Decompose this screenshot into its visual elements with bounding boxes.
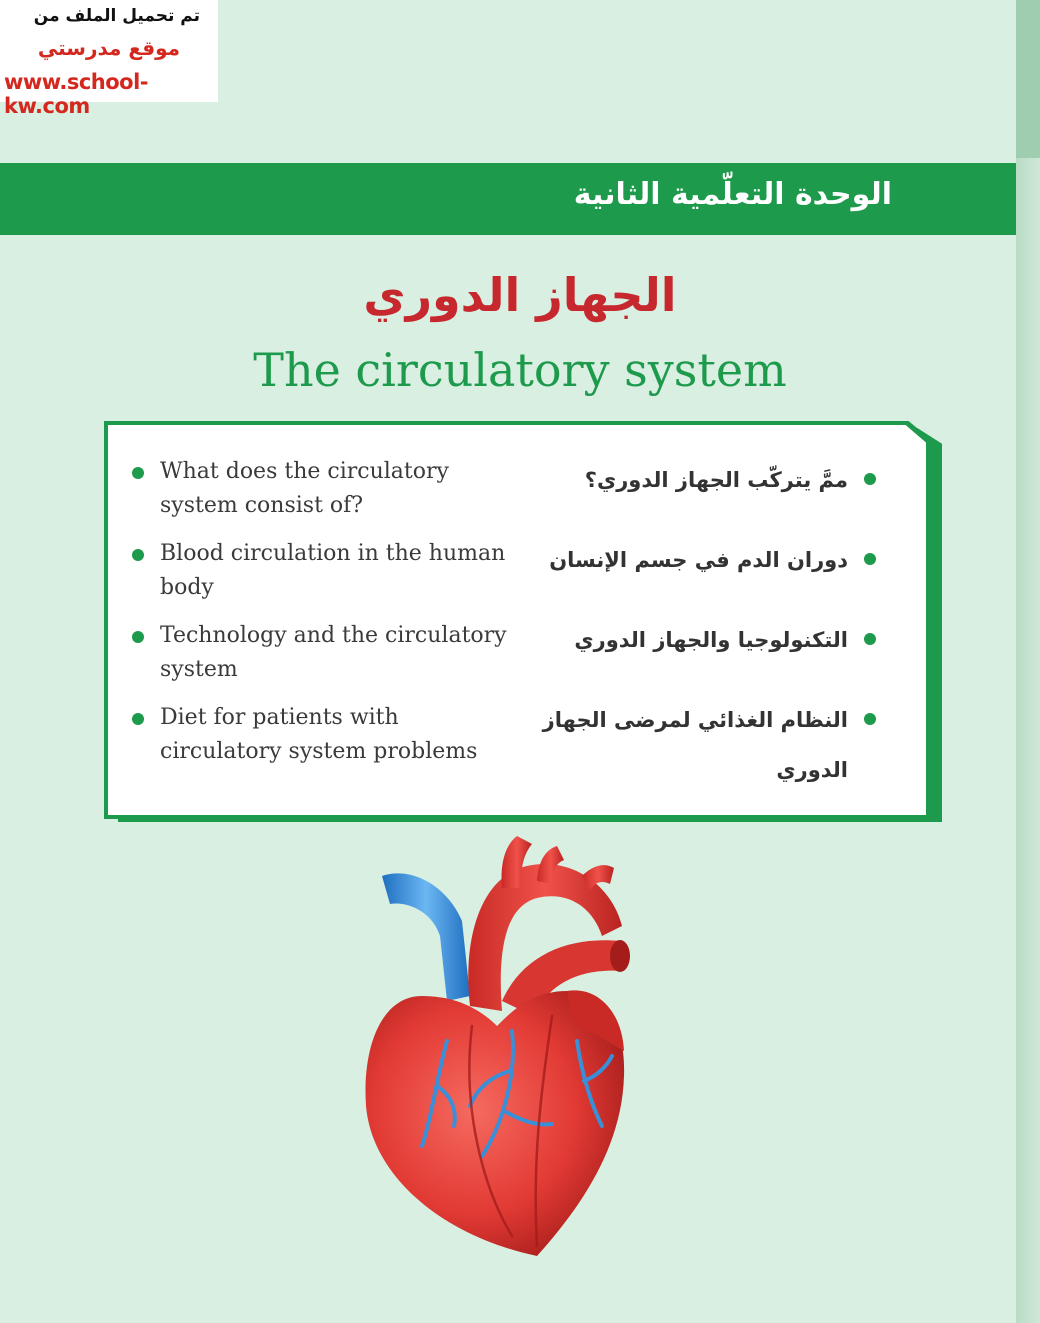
bullet-icon (132, 467, 144, 479)
list-item (130, 455, 510, 523)
chapter-title-english: The circulatory system (253, 343, 787, 397)
topic-text: Blood circulation in the human body (160, 541, 506, 600)
list-item (130, 701, 510, 769)
list-item (520, 695, 880, 795)
page-edge-strip (1016, 0, 1040, 1323)
list-item (520, 615, 880, 665)
bullet-icon (864, 713, 876, 725)
list-item (130, 537, 510, 605)
list-item (130, 619, 510, 687)
topic-text: Diet for patients with circulatory system problems (160, 705, 478, 764)
watermark-line1: تم تحميل الملف من (33, 6, 200, 26)
topic-text: دوران الدم في جسم الإنسان (549, 548, 848, 572)
bullet-icon (132, 713, 144, 725)
list-item (520, 535, 880, 585)
topic-text: ممَّ يتركّب الجهاز الدوري؟ (584, 468, 848, 492)
bullet-icon (864, 633, 876, 645)
list-item (520, 455, 880, 505)
topic-text: What does the circulatory system consist of? (160, 459, 449, 518)
topics-list-english (130, 455, 510, 783)
page-edge-tab (1016, 0, 1040, 158)
topics-list-arabic (520, 455, 880, 825)
unit-banner (0, 163, 1016, 235)
watermark-url[interactable]: www.school-kw.com (4, 70, 149, 118)
topic-text: التكنولوجيا والجهاز الدوري (574, 628, 848, 652)
heart-illustration-icon (352, 826, 642, 1266)
watermark-line2: موقع مدرستي (37, 36, 181, 60)
watermark (0, 0, 218, 118)
bullet-icon (132, 631, 144, 643)
bullet-icon (864, 553, 876, 565)
topic-text: Technology and the circulatory system (160, 623, 507, 682)
unit-title: الوحدة التعلّمية الثانية (573, 177, 892, 212)
chapter-title-arabic: الجهاز الدوري (363, 268, 677, 322)
bullet-icon (864, 473, 876, 485)
topic-text: النظام الغذائي لمرضى الجهاز الدوري (542, 708, 848, 782)
bullet-icon (132, 549, 144, 561)
